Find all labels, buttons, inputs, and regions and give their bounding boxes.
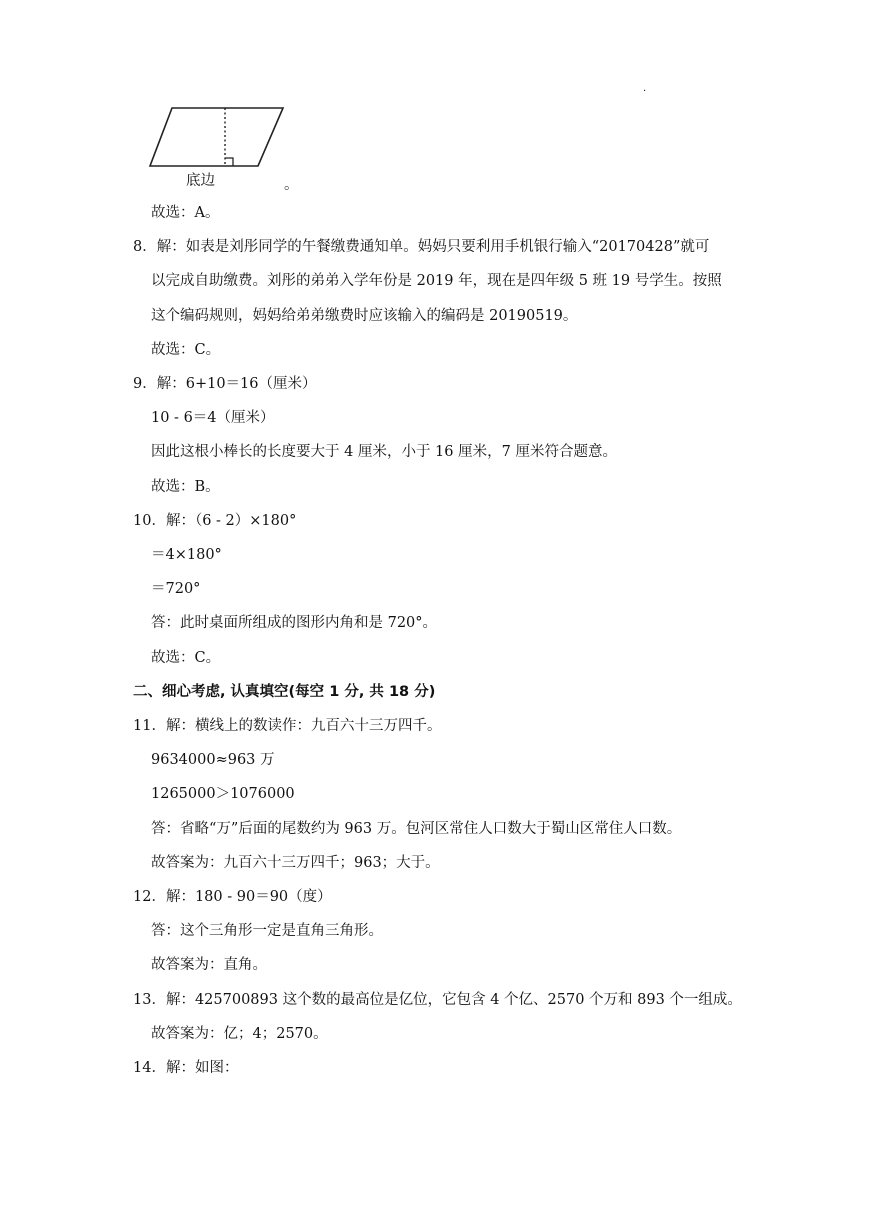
answer-line-9: 故选：B。 xyxy=(151,479,220,495)
answer-line-20: 故答案为：九百六十三万四千；963；大于。 xyxy=(151,855,440,871)
answer-line-3: 以完成自助缴费。刘彤的弟弟入学年份是 2019 年，现在是四年级 5 班 19 号学生。按照 xyxy=(151,273,722,289)
figure-trailing-mark: 。 xyxy=(284,177,299,193)
answer-line-13: 答：此时桌面所组成的图形内角和是 720°。 xyxy=(151,615,438,631)
answer-line-7: 10 - 6＝4（厘米） xyxy=(151,410,275,426)
answer-line-8: 因此这根小棒长的长度要大于 4 厘米，小于 16 厘米，7 厘米符合题意。 xyxy=(151,444,617,460)
answer-line-21: 12．解：180 - 90＝90（度） xyxy=(133,889,332,905)
answer-line-19: 答：省略“万”后面的尾数约为 963 万。包河区常住人口数大于蜀山区常住人口数。 xyxy=(151,821,682,837)
parallelogram-shape xyxy=(150,108,283,166)
answer-line-17: 9634000≈963 万 xyxy=(151,752,275,768)
answer-line-25: 故答案为：亿；4；2570。 xyxy=(151,1026,328,1042)
answer-line-16: 11．解：横线上的数读作：九百六十三万四千。 xyxy=(133,718,442,734)
answer-line-18: 1265000＞1076000 xyxy=(151,786,295,802)
answer-line-5: 故选：C。 xyxy=(151,342,221,358)
right-angle-mark xyxy=(225,158,233,166)
answer-line-11: ＝4×180° xyxy=(151,547,222,563)
answer-line-24: 13．解：425700893 这个数的最高位是亿位，它包含 4 个亿、2570 个万和 893 个一组成。 xyxy=(133,992,742,1008)
section-heading: 二、细心考虑, 认真填空(每空 1 分, 共 18 分) xyxy=(133,684,436,700)
answer-line-23: 故答案为：直角。 xyxy=(151,957,267,973)
answer-line-1: 故选：A。 xyxy=(151,205,220,221)
answer-line-2: 8．解：如表是刘彤同学的午餐缴费通知单。妈妈只要利用手机银行输入“20170428”就可 xyxy=(133,239,710,255)
answer-line-26: 14．解：如图： xyxy=(133,1060,239,1076)
parallelogram-figure xyxy=(145,100,305,190)
figure-base-label: 底边 xyxy=(186,173,215,189)
answer-line-10: 10．解：（6 - 2）×180° xyxy=(133,513,297,529)
answer-line-14: 故选：C。 xyxy=(151,650,221,666)
answer-line-12: ＝720° xyxy=(151,581,201,597)
stray-dot: · xyxy=(643,86,647,97)
answer-line-4: 这个编码规则，妈妈给弟弟缴费时应该输入的编码是 20190519。 xyxy=(151,308,578,324)
answer-line-22: 答：这个三角形一定是直角三角形。 xyxy=(151,923,383,939)
answer-line-6: 9．解：6+10＝16（厘米） xyxy=(133,376,317,392)
